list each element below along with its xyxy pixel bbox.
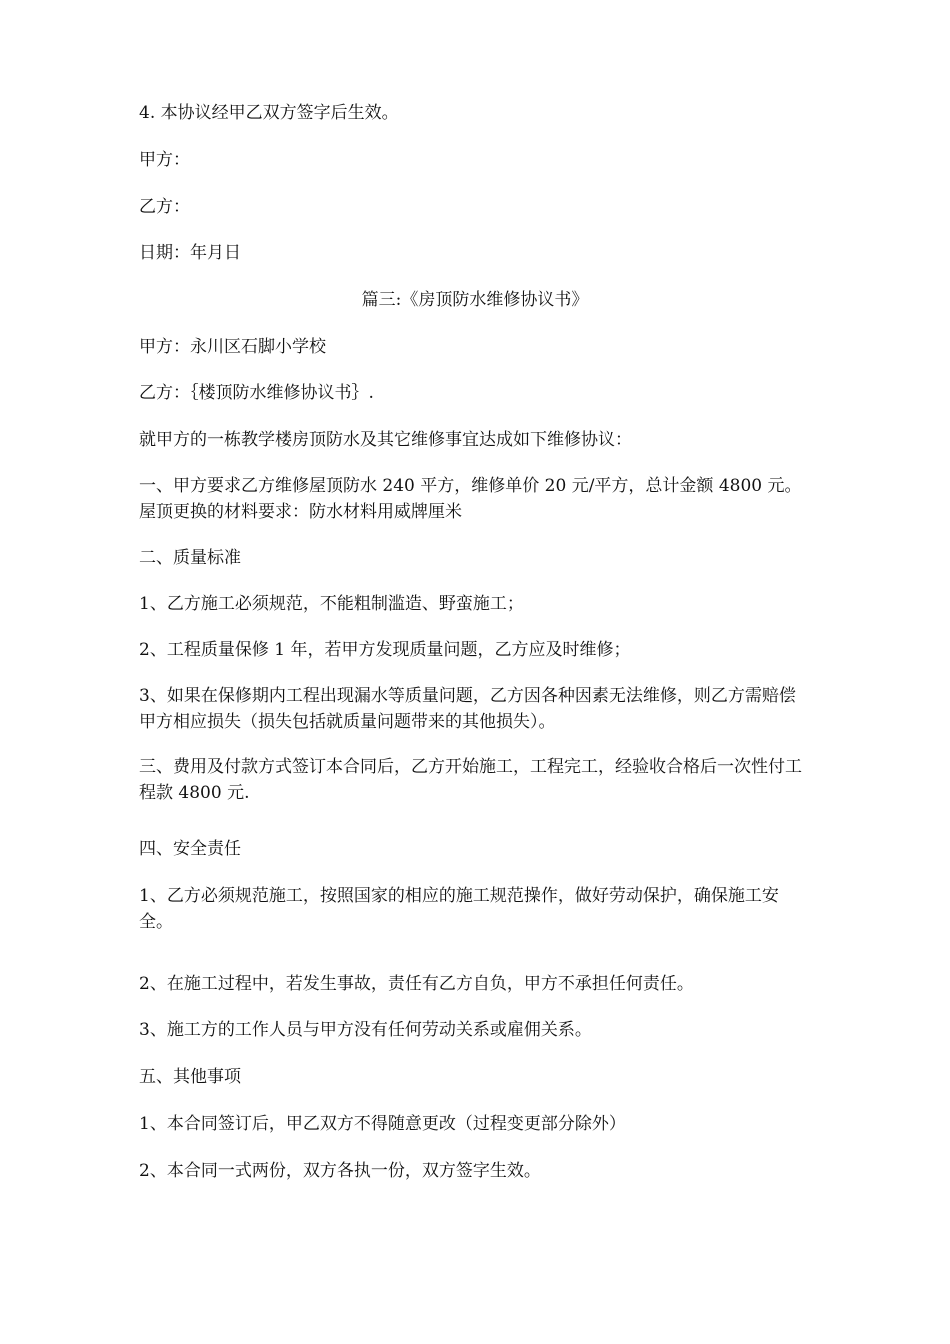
safety-item-1: 1、乙方必须规范施工，按照国家的相应的施工规范操作，做好劳动保护，确保施工安全。 [139,886,779,932]
party-a-signature-line: 甲方： [139,150,190,170]
quality-item-1: 1、乙方施工必须规范，不能粗制滥造、野蛮施工； [139,594,524,614]
party-b-name: 乙方：｛楼顶防水维修协议书｝. [139,383,374,403]
effective-clause: 4. 本协议经甲乙双方签字后生效。 [139,103,399,123]
party-b-signature-line: 乙方： [139,197,190,217]
other-item-2: 2、本合同一式两份，双方各执一份，双方签字生效。 [139,1161,541,1181]
safety-item-3: 3、施工方的工作人员与甲方没有任何劳动关系或雇佣关系。 [139,1020,592,1040]
quality-item-3: 3、如果在保修期内工程出现漏水等质量问题，乙方因各种因素无法维修，则乙方需赔偿甲方相应损失（损失包括就质量问题带来的其他损失）。 [139,686,796,732]
party-a-name: 甲方：永川区石脚小学校 [139,337,326,357]
quality-item-2: 2、工程质量保修 1 年，若甲方发现质量问题，乙方应及时维修； [139,640,631,660]
date-line: 日期：年月日 [139,243,241,263]
other-item-1: 1、本合同签订后，甲乙双方不得随意更改（过程变更部分除外） [139,1114,626,1134]
heading-quality-standard: 二、质量标准 [139,548,241,568]
section-title: 篇三:《房顶防水维修协议书》 [361,290,589,310]
agreement-intro: 就甲方的一栋教学楼房顶防水及其它维修事宜达成如下维修协议： [139,430,632,450]
clause-3-payment: 三、费用及付款方式签订本合同后，乙方开始施工，工程完工，经验收合格后一次性付工程款 4800 元. [139,757,802,803]
safety-item-2: 2、在施工过程中，若发生事故，责任有乙方自负，甲方不承担任何责任。 [139,974,694,994]
heading-safety: 四、安全责任 [139,839,241,859]
clause-1-scope: 一、甲方要求乙方维修屋顶防水 240 平方，维修单价 20 元/平方，总计金额 4800 元。屋顶更换的材料要求：防水材料用威牌厘米 [139,476,802,522]
heading-other-matters: 五、其他事项 [139,1067,241,1087]
